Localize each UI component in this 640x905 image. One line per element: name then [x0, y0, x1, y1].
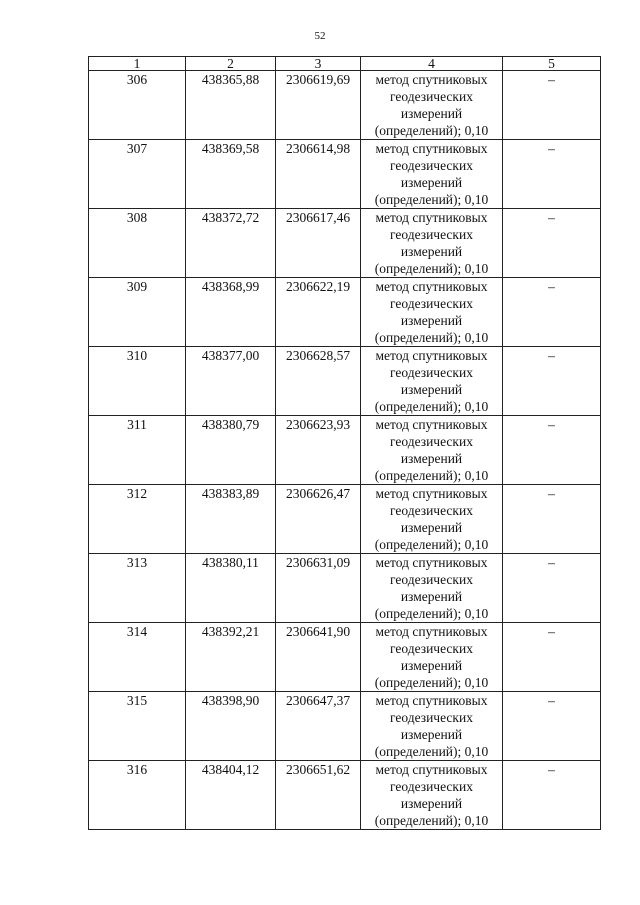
table-row — [89, 416, 601, 485]
point-number-cell: 310 — [89, 347, 186, 416]
x-coordinate-cell: 438380,11 — [186, 554, 276, 623]
x-coordinate-cell: 438368,99 — [186, 278, 276, 347]
method-line: (определений); 0,10 — [374, 123, 489, 138]
method-line: метод спутниковых — [375, 624, 488, 639]
note-cell: – — [503, 692, 601, 761]
method-line: метод спутниковых — [375, 762, 488, 777]
method-line: геодезических — [390, 89, 473, 104]
header-col-1: 1 — [89, 57, 186, 71]
table-row — [89, 554, 601, 623]
point-number-cell: 313 — [89, 554, 186, 623]
y-coordinate-cell: 2306651,62 — [276, 761, 361, 830]
x-coordinate-cell: 438377,00 — [186, 347, 276, 416]
method-line: геодезических — [390, 641, 473, 656]
y-coordinate-cell: 2306626,47 — [276, 485, 361, 554]
table-row — [89, 692, 601, 761]
page-number: 52 — [314, 30, 326, 42]
method-line: метод спутниковых — [375, 279, 488, 294]
method-line: метод спутниковых — [375, 210, 488, 225]
y-coordinate-cell: 2306623,93 — [276, 416, 361, 485]
y-coordinate-cell: 2306641,90 — [276, 623, 361, 692]
method-line: (определений); 0,10 — [374, 261, 489, 276]
x-coordinate-cell: 438372,72 — [186, 209, 276, 278]
table-body — [89, 71, 601, 830]
method-line: метод спутниковых — [375, 348, 488, 363]
method-line: геодезических — [390, 365, 473, 380]
method-cell — [361, 554, 503, 623]
method-line: метод спутниковых — [375, 417, 488, 432]
note-cell: – — [503, 761, 601, 830]
table-header-row — [89, 57, 601, 71]
method-line: измерений — [400, 796, 463, 811]
point-number-cell: 311 — [89, 416, 186, 485]
method-line: метод спутниковых — [375, 555, 488, 570]
method-line: (определений); 0,10 — [374, 399, 489, 414]
method-line: измерений — [400, 382, 463, 397]
y-coordinate-cell: 2306614,98 — [276, 140, 361, 209]
note-cell: – — [503, 623, 601, 692]
point-number-cell: 315 — [89, 692, 186, 761]
note-cell: – — [503, 71, 601, 140]
method-line: (определений); 0,10 — [374, 606, 489, 621]
note-cell: – — [503, 554, 601, 623]
x-coordinate-cell: 438383,89 — [186, 485, 276, 554]
method-cell — [361, 209, 503, 278]
point-number-cell: 312 — [89, 485, 186, 554]
header-col-4: 4 — [361, 57, 503, 71]
note-cell: – — [503, 485, 601, 554]
y-coordinate-cell: 2306622,19 — [276, 278, 361, 347]
table-row — [89, 485, 601, 554]
x-coordinate-cell: 438380,79 — [186, 416, 276, 485]
note-cell: – — [503, 209, 601, 278]
method-line: измерений — [400, 727, 463, 742]
method-line: измерений — [400, 175, 463, 190]
method-cell — [361, 347, 503, 416]
method-line: измерений — [400, 589, 463, 604]
method-line: метод спутниковых — [375, 693, 488, 708]
x-coordinate-cell: 438404,12 — [186, 761, 276, 830]
method-cell — [361, 623, 503, 692]
method-line: метод спутниковых — [375, 486, 488, 501]
method-line: (определений); 0,10 — [374, 192, 489, 207]
table-row — [89, 209, 601, 278]
method-cell — [361, 140, 503, 209]
method-line: метод спутниковых — [375, 72, 488, 87]
point-number-cell: 316 — [89, 761, 186, 830]
table-row — [89, 347, 601, 416]
method-line: геодезических — [390, 572, 473, 587]
x-coordinate-cell: 438365,88 — [186, 71, 276, 140]
method-line: геодезических — [390, 158, 473, 173]
table-row — [89, 140, 601, 209]
point-number-cell: 308 — [89, 209, 186, 278]
y-coordinate-cell: 2306628,57 — [276, 347, 361, 416]
method-line: измерений — [400, 658, 463, 673]
method-line: (определений); 0,10 — [374, 330, 489, 345]
y-coordinate-cell: 2306647,37 — [276, 692, 361, 761]
method-cell — [361, 71, 503, 140]
y-coordinate-cell: 2306617,46 — [276, 209, 361, 278]
method-line: (определений); 0,10 — [374, 537, 489, 552]
x-coordinate-cell: 438392,21 — [186, 623, 276, 692]
method-line: метод спутниковых — [375, 141, 488, 156]
method-line: (определений); 0,10 — [374, 468, 489, 483]
note-cell: – — [503, 416, 601, 485]
method-line: измерений — [400, 106, 463, 121]
header-col-3: 3 — [276, 57, 361, 71]
method-line: геодезических — [390, 434, 473, 449]
header-col-2: 2 — [186, 57, 276, 71]
method-cell — [361, 761, 503, 830]
method-line: измерений — [400, 244, 463, 259]
note-cell: – — [503, 140, 601, 209]
method-line: геодезических — [390, 503, 473, 518]
method-cell — [361, 278, 503, 347]
method-line: геодезических — [390, 779, 473, 794]
method-line: (определений); 0,10 — [374, 675, 489, 690]
method-cell — [361, 416, 503, 485]
coordinates-table — [88, 56, 601, 830]
y-coordinate-cell: 2306631,09 — [276, 554, 361, 623]
method-line: измерений — [400, 520, 463, 535]
table-row — [89, 278, 601, 347]
table-row — [89, 623, 601, 692]
note-cell: – — [503, 278, 601, 347]
x-coordinate-cell: 438398,90 — [186, 692, 276, 761]
point-number-cell: 306 — [89, 71, 186, 140]
method-line: (определений); 0,10 — [374, 813, 489, 828]
point-number-cell: 309 — [89, 278, 186, 347]
method-line: геодезических — [390, 227, 473, 242]
method-line: геодезических — [390, 710, 473, 725]
header-col-5: 5 — [503, 57, 601, 71]
point-number-cell: 307 — [89, 140, 186, 209]
table-row — [89, 71, 601, 140]
x-coordinate-cell: 438369,58 — [186, 140, 276, 209]
method-cell — [361, 485, 503, 554]
method-line: измерений — [400, 313, 463, 328]
method-line: (определений); 0,10 — [374, 744, 489, 759]
method-line: измерений — [400, 451, 463, 466]
note-cell: – — [503, 347, 601, 416]
point-number-cell: 314 — [89, 623, 186, 692]
method-line: геодезических — [390, 296, 473, 311]
table-row — [89, 761, 601, 830]
y-coordinate-cell: 2306619,69 — [276, 71, 361, 140]
method-cell — [361, 692, 503, 761]
